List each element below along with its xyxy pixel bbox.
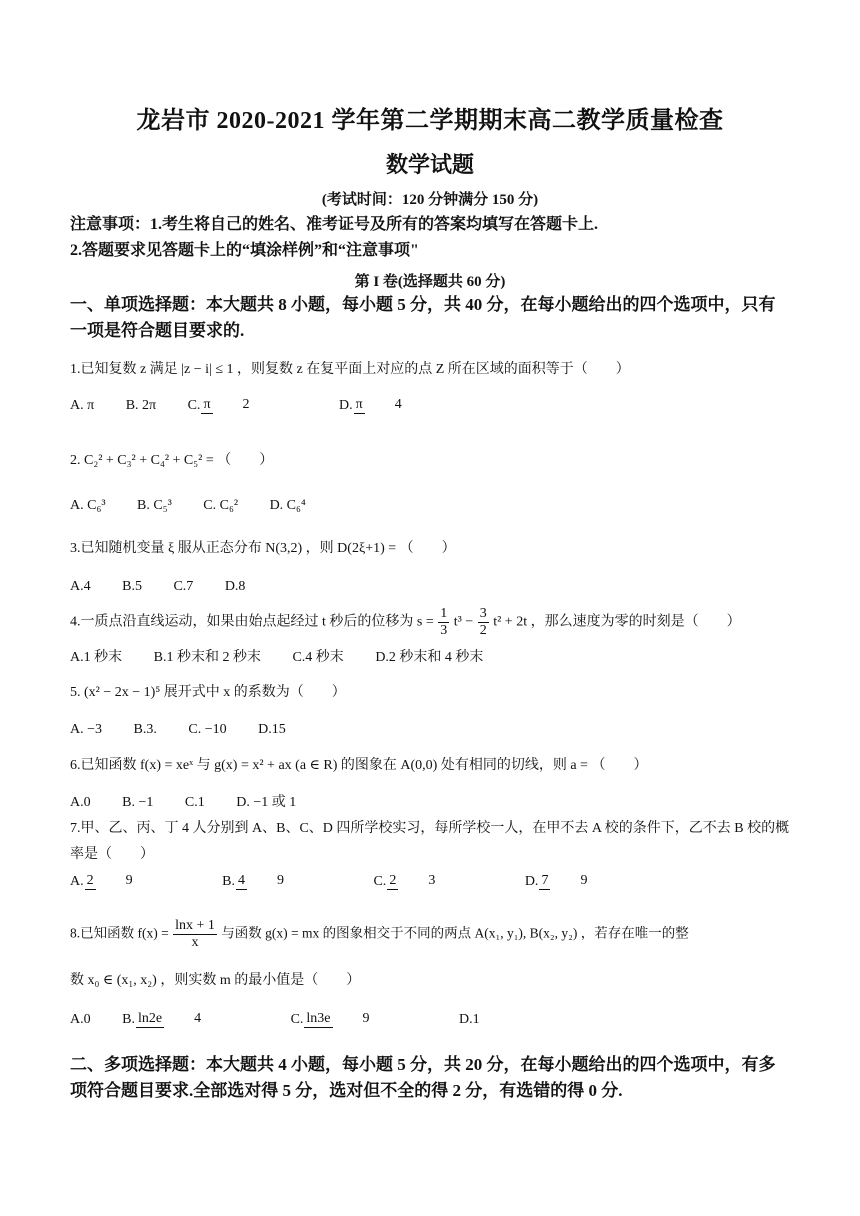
q4-option-c: C.4 秒末	[292, 650, 344, 665]
exam-time: (考试时间：120 分钟满分 150 分)	[321, 192, 539, 208]
q7-option-a: A. 2 9	[70, 873, 133, 889]
q6-option-b: B. −1	[122, 795, 154, 810]
q5-option-c: C. −10	[188, 722, 227, 737]
q6-options	[70, 793, 795, 813]
q4-stem: 4.一质点沿直线运动，如果由始点起经过 t 秒后的位移为 s = $\frac{1}{3}$ t³ − $\frac{3}{2}$ t² + 2t ，那么速度为零的时刻是（ ）	[70, 606, 741, 638]
q6-option-d: D. −1 或 1	[236, 795, 297, 810]
q3-option-c: C.7	[173, 579, 194, 594]
q8-option-c: C. ln3e 9	[290, 1011, 370, 1027]
q3-option-d: D.8	[224, 579, 246, 594]
q3-option-a: A.4	[70, 579, 91, 594]
q8-stem-b: 数 x₀ ∈ (x₁, x₂) ，则实数 m 的最小值是（ ）	[70, 973, 361, 988]
q4-option-b: B.1 秒末和 2 秒末	[153, 650, 261, 665]
q1-options	[70, 396, 795, 416]
exam-title: 龙岩市 2020-2021 学年第二学期期末高二教学质量检查	[136, 108, 724, 134]
q1-option-c: C. π 2	[187, 397, 250, 413]
q5-option-a: A. −3	[70, 722, 103, 737]
q7-stem-a: 7.甲、乙、丙、丁 4 人分别到 A、B、C、D 四所学校实习，每所学校一人，在甲不去 A 校的条件下，乙不去 B 校的概	[70, 821, 790, 836]
q6-option-a: A.0	[70, 795, 91, 810]
q2-stem: 2. C₂² + C₃² + C₄² + C₅² = （ ）	[70, 453, 274, 468]
q2-option-b: B. C₅³	[137, 498, 172, 513]
q3-options	[70, 577, 795, 597]
q8-option-a: A.0	[70, 1012, 91, 1027]
q4-option-a: A.1 秒末	[70, 650, 123, 665]
q1-option-d: D. π 4	[339, 397, 402, 413]
notes-line-1: 注意事项：1.考生将自己的姓名、准考证号及所有的答案均填写在答题卡上.	[70, 216, 599, 233]
q3-stem: 3.已知随机变量 ξ 服从正态分布 N(3,2) ，则 D(2ξ+1) = （ ）	[70, 541, 456, 556]
q4-options	[70, 648, 795, 668]
exam-subtitle: 数学试题	[385, 152, 474, 177]
q3-option-b: B.5	[122, 579, 142, 594]
q2-option-d: D. C₆⁴	[269, 498, 306, 513]
q7-stem-b: 率是（ ）	[70, 847, 154, 862]
q8-options	[70, 1010, 795, 1030]
section2-heading-b: 项符合题目要求.全部选对得 5 分，选对但不全的得 2 分，有选错的得 0 分.	[70, 1081, 623, 1100]
q2-option-a: A. C₆³	[70, 498, 106, 513]
q1-option-a: A. π	[70, 398, 95, 413]
volume-heading: 第 I 卷(选择题共 60 分)	[354, 274, 506, 290]
section1-heading-a: 一、单项选择题：本大题共 8 小题，每小题 5 分，共 40 分，在每小题给出的四个选项中，只有	[70, 295, 776, 314]
q6-option-c: C.1	[184, 795, 205, 810]
notes-line-2: 2.答题要求见答题卡上的“填涂样例”和“注意事项"	[70, 242, 419, 259]
q2-option-c: C. C₆²	[203, 498, 239, 513]
q5-options	[70, 720, 795, 740]
q1-stem: 1.已知复数 z 满足 |z − i| ≤ 1 ，则复数 z 在复平面上对应的点 Z 所在区域的面积等于（ ）	[70, 362, 630, 377]
q1-option-b: B. 2π	[125, 398, 157, 413]
section2-heading-a: 二、多项选择题：本大题共 4 小题，每小题 5 分，共 20 分，在每小题给出的四个选项中，有多	[70, 1055, 776, 1074]
q5-option-d: D.15	[258, 722, 286, 737]
section1-heading-b: 一项是符合题目要求的.	[70, 321, 245, 340]
q7-options	[70, 872, 795, 892]
q2-options	[70, 496, 795, 516]
q5-option-b: B.3.	[133, 722, 157, 737]
q8-stem-a: 8.已知函数 f(x) = $\frac{\ln x + 1}{x}$ 与函数 g(x) = mx 的图象相交于不同的两点 A(x₁, y₁), B(x₂, y₂) ，若存在唯一的整	[70, 918, 689, 950]
q6-stem: 6.已知函数 f(x) = xeˣ 与 g(x) = x² + ax (a ∈ R) 的图象在 A(0,0) 处有相同的切线，则 a = （ ）	[70, 758, 648, 773]
q7-option-d: D. 7 9	[524, 873, 588, 889]
q7-option-b: B. 4 9	[222, 873, 284, 889]
q4-option-d: D.2 秒末和 4 秒末	[375, 650, 484, 665]
q7-option-c: C. 2 3	[373, 873, 436, 889]
q5-stem: 5. (x² − 2x − 1)⁵ 展开式中 x 的系数为（ ）	[70, 685, 346, 700]
q8-option-b: B. ln2e 4	[122, 1011, 202, 1027]
q8-option-d: D.1	[459, 1012, 480, 1027]
